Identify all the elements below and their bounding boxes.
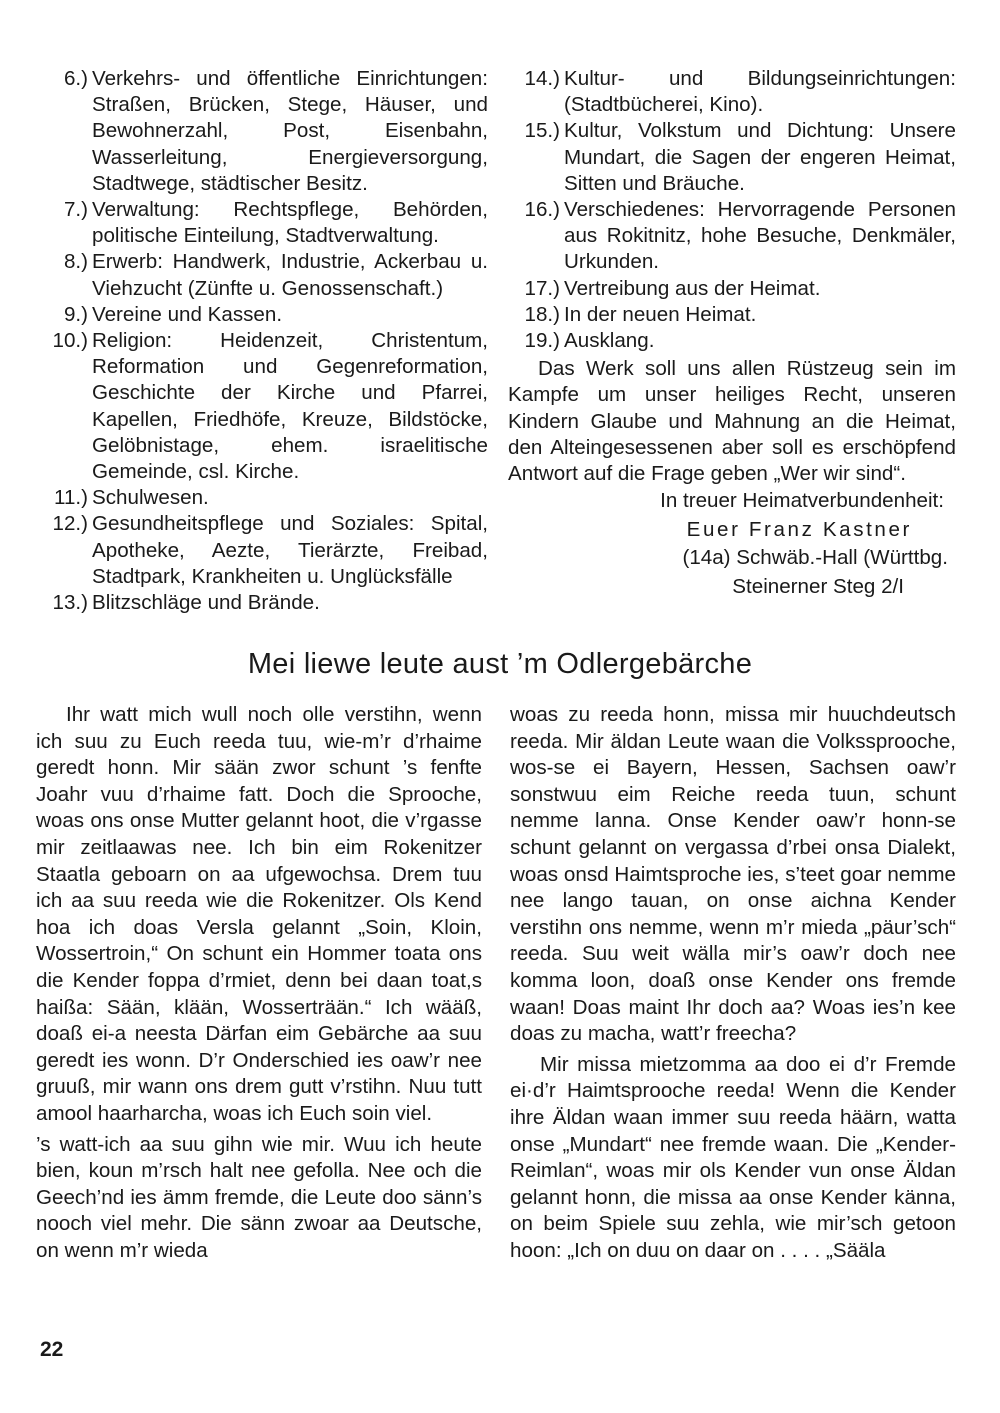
item-text: Verkehrs- und öffentliche Einrichtungen: Straßen, Brücken, Stege, Häuser, und Bewohnerzahl, Post, Eisenbahn, Wasserleitung, Energieversorgung, Stadtwege, städtischer Besitz. bbox=[92, 67, 488, 195]
article-paragraph: Ihr watt mich wull noch olle verstihn, wenn ich suu zu Euch reeda tuu, wie-m’r d’rhaime geredt honn. Mir sään zwor schunt ’s fenfte Joahr vuu d’rhaime fatt. Doch die Sprooche, woas ons onse Mutter gelannt hoot, die v’rgasse mir zeitlaawas nee. Ich bin eim Rokenitzer Staatla geboarn on aa ufgewochsa. Drem tuu ich aa suu reeda wie die Rokenitzer. Ols Kend hoa ich doas Versla gelannt „Soin, Kloin, Wossertroin,“ On schunt ein Hommer toata ons die Kender foppa d’rmiet, denn bei daan toat,s haißa: Sään, klään, Wosserträän.“ Ich wääß, doaß ei-a neesta Därfan eim Gebärche aa suu geredt ies wonn. D’r Onderschied ies oaw’r nee gruuß, mir wann ons drem gutt v’rstihn. Nuu tutt amool haarharcha, woas ich Euch soin viel. bbox=[36, 703, 482, 1125]
item-number: 16.) bbox=[524, 198, 560, 222]
item-number: 17.) bbox=[524, 276, 560, 300]
article-paragraph: Mir missa mietzomma aa doo ei d’r Fremde ei·d’r Haimtsprooche reeda! Wenn die Kender ihre Äldan waan immer suu reeda häärn, watta onse „Mundart“ nee fremde waan. Die „Kender-Reimlan“, woas mir ols Kender vun onse Äldan gelannt honn, die missa aa onse Kender känna, on beim Spiele suu zehla, wie mir’sch getoon hoon: „Ich on duu on daar on . . . . „Sääla bbox=[510, 1052, 956, 1262]
item-text: Gesundheitspflege und Soziales: Spital, Apotheke, Aezte, Tierärzte, Freibad, Stadtpark, Krankheiten u. Unglücksfälle bbox=[92, 512, 488, 588]
list-item bbox=[36, 328, 488, 485]
closing-paragraph bbox=[508, 356, 956, 487]
item-number: 9.) bbox=[63, 302, 88, 326]
list-item bbox=[508, 328, 956, 354]
list-item bbox=[36, 302, 488, 328]
item-text: Verschiedenes: Hervorragende Personen aus Rokitnitz, hohe Besuche, Denkmäler, Urkunden. bbox=[564, 198, 956, 274]
list-item bbox=[36, 485, 488, 511]
item-text: Vereine und Kassen. bbox=[92, 302, 283, 326]
page-number: 22 bbox=[40, 1338, 64, 1361]
item-text: Ausklang. bbox=[564, 329, 655, 353]
item-text: Kultur- und Bildungseinrichtungen: (Stadtbücherei, Kino). bbox=[564, 67, 956, 117]
item-number: 11.) bbox=[54, 486, 88, 510]
item-number: 7.) bbox=[63, 198, 88, 222]
list-item bbox=[508, 276, 956, 302]
item-number: 19.) bbox=[524, 329, 560, 353]
item-text: Erwerb: Handwerk, Industrie, Ackerbau u. Viehzucht (Zünfte u. Genossenschaft.) bbox=[92, 250, 488, 300]
signature-greeting: In treuer Heimatverbundenheit: bbox=[660, 489, 944, 513]
item-number: 12.) bbox=[52, 512, 88, 536]
signature-block bbox=[508, 487, 956, 601]
toc-left-column bbox=[36, 66, 488, 616]
signature-name: Euer Franz Kastner bbox=[686, 517, 912, 541]
item-number: 10.) bbox=[52, 329, 88, 353]
list-item bbox=[36, 197, 488, 249]
item-number: 13.) bbox=[52, 591, 88, 615]
item-text: Blitzschläge und Brände. bbox=[92, 591, 320, 615]
article-right-column bbox=[510, 702, 956, 1268]
article-paragraph: ’s watt-ich aa suu gihn wie mir. Wuu ich heute bien, koun m’rsch halt nee gefolla. Nee och die Geech’nd ies ämm fremde, die Leute doo sänn’s nooch viel mehr. Die sänn zwoar aa Deutsche, on wenn m’r wieda bbox=[36, 1132, 482, 1262]
closing-text: Das Werk soll uns allen Rüstzeug sein im Kampfe um unser heiliges Recht, unseren Kindern Glaube und Mahnung an die Heimat, den Alteingesessenen aber soll es erschöpfend Antwort auf die Frage geben „Wer wir sind“. bbox=[508, 357, 956, 486]
list-item bbox=[508, 302, 956, 328]
item-number: 18.) bbox=[524, 302, 560, 326]
item-number: 15.) bbox=[524, 119, 560, 143]
list-item bbox=[36, 511, 488, 590]
signature-street: Steinerner Steg 2/I bbox=[732, 575, 904, 599]
item-text: Kultur, Volkstum und Dichtung: Unsere Mundart, die Sagen der engeren Heimat, Sitten und Bräuche. bbox=[564, 119, 956, 195]
item-text: Schulwesen. bbox=[92, 486, 209, 510]
list-item bbox=[36, 590, 488, 616]
article-title: Mei liewe leute aust ’m Odlergebärche bbox=[247, 648, 753, 680]
article-paragraph: woas zu reeda honn, missa mir huuchdeutsch reeda. Mir äldan Leute waan die Volkssprooche, wos-se ei Bayern, Hessen, Sachsen oaw’r sonstwuu eim Reiche reeda tuun, schunt nemme lanna. Onse Kender oaw’r honn-se schunt gelannt on vergassa d’rbei onsa Dialekt, woas onsd Haimtsproche ies, s’teet goar nemme nee lango tauan, on onse aichna Kender verstihn ons nemme, wenn m’r mieda „päur’sch“ reeda. Suu weit wälla mir’s oaw’r doch nee komma loon, doaß onse Kender ons fremde waan! Doas maint Ihr doch aa? Woas ies’n kee doas zu macha, watt’r freecha? bbox=[510, 703, 956, 1046]
article-left-column bbox=[36, 702, 482, 1268]
item-number: 14.) bbox=[524, 67, 560, 90]
item-text: Vertreibung aus der Heimat. bbox=[564, 276, 821, 300]
item-number: 8.) bbox=[63, 250, 88, 274]
list-item bbox=[508, 197, 956, 276]
item-text: Religion: Heidenzeit, Christentum, Reformation und Gegenreformation, Geschichte der Kirche und Pfarrei, Kapellen, Friedhöfe, Kreuze, Bildstöcke, Gelöbnistage, ehem. israelitische Gemeinde, csl. Kirche. bbox=[92, 329, 488, 484]
item-text: In der neuen Heimat. bbox=[564, 302, 757, 326]
list-item bbox=[508, 118, 956, 197]
item-number: 6.) bbox=[63, 67, 88, 90]
list-item bbox=[508, 66, 956, 118]
list-item bbox=[36, 66, 488, 197]
toc-right-column bbox=[508, 66, 956, 602]
signature-address: (14a) Schwäb.-Hall (Württbg. bbox=[682, 546, 948, 570]
item-text: Verwaltung: Rechtspflege, Behörden, politische Einteilung, Stadtverwaltung. bbox=[92, 198, 488, 248]
list-item bbox=[36, 249, 488, 301]
